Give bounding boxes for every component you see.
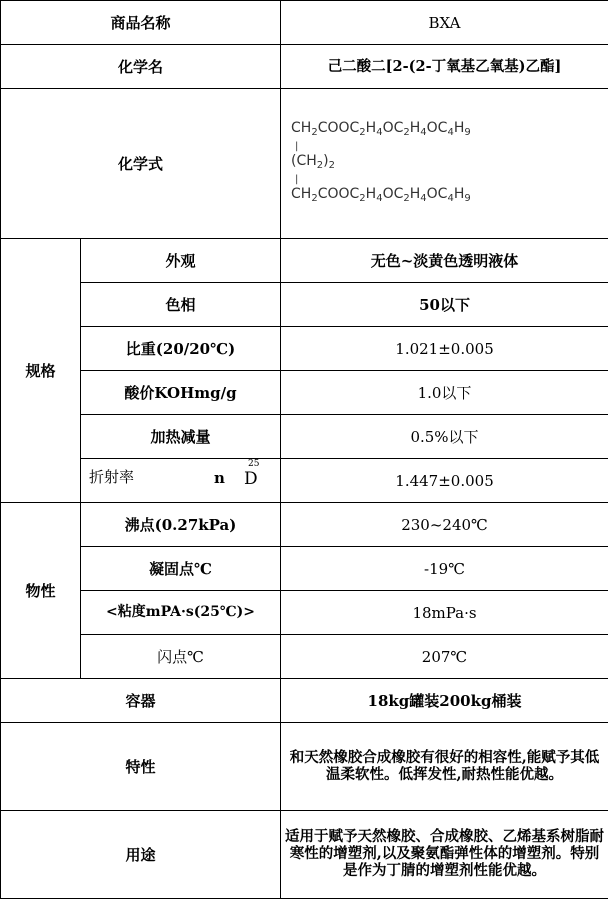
appearance-label: 外观: [81, 239, 281, 283]
row-gravity: [1, 327, 608, 371]
row-container: [1, 679, 608, 723]
freezing-value: -19℃: [281, 547, 608, 591]
formula-label: 化学式: [1, 89, 281, 239]
usage-value: 适用于赋予天然橡胶、合成橡胶、乙烯基系树脂耐寒性的增塑剂,以及聚氨酯弹性体的增塑剂。特别是作为丁腈的增塑剂性能优越。: [281, 811, 608, 899]
chem-name-value: 己二酸二[2-(2-丁氧基乙氧基)乙酯]: [281, 45, 608, 89]
acid-value: 1.0以下: [281, 371, 608, 415]
row-acid: [1, 371, 608, 415]
viscosity-label: <粘度mPA·s(25℃)>: [81, 591, 281, 635]
structural-formula: $CH_2COOC_2H_4OC_2H_4OC_4H_9$ | $(CH_2)_2$ | $CH_2COOC_2H_4OC_2H_4OC_4H_9$: [281, 89, 608, 239]
row-boiling: [1, 503, 608, 547]
flash-value: 207℃: [281, 635, 608, 679]
usage-label: 用途: [1, 811, 281, 899]
chem-name-label: 化学名: [1, 45, 281, 89]
refraction-temp-sup: 25: [248, 459, 259, 470]
product-name-label: 商品名称: [1, 1, 281, 45]
row-usage: [1, 811, 608, 899]
product-name-value: BXA: [281, 1, 608, 45]
heat-loss-value: 0.5%以下: [281, 415, 608, 459]
appearance-value: 无色~淡黄色透明液体: [281, 239, 608, 283]
container-value: 18kg罐装200kg桶装: [281, 679, 608, 723]
features-value: 和天然橡胶合成橡胶有很好的相容性,能赋予其低温柔软性。低挥发性,耐热性能优越。: [281, 723, 608, 811]
row-formula: [1, 89, 608, 239]
row-product-name: [1, 1, 608, 45]
refraction-d: D: [244, 469, 258, 489]
gravity-value: 1.021±0.005: [281, 327, 608, 371]
acid-label: 酸价KOHmg/g: [81, 371, 281, 415]
row-viscosity: [1, 591, 608, 635]
color-label: 色相: [81, 283, 281, 327]
color-value: 50以下: [281, 283, 608, 327]
row-freezing: [1, 547, 608, 591]
refraction-label-cell: [81, 459, 281, 503]
viscosity-value: 18mPa·s: [281, 591, 608, 635]
spec-group-label: 规格: [1, 239, 81, 503]
boiling-value: 230~240℃: [281, 503, 608, 547]
boiling-label: 沸点(0.27kPa): [81, 503, 281, 547]
row-appearance: [1, 239, 608, 283]
flash-label: 闪点℃: [81, 635, 281, 679]
refraction-label: 折射率: [89, 468, 134, 486]
phys-group-label: 物性: [1, 503, 81, 679]
features-label: 特性: [1, 723, 281, 811]
refraction-n: n: [214, 469, 225, 487]
refraction-value: 1.447±0.005: [281, 459, 608, 503]
row-color: [1, 283, 608, 327]
freezing-label: 凝固点℃: [81, 547, 281, 591]
row-features: [1, 723, 608, 811]
gravity-label: 比重(20/20℃): [81, 327, 281, 371]
row-heat-loss: [1, 415, 608, 459]
heat-loss-label: 加热减量: [81, 415, 281, 459]
container-label: 容器: [1, 679, 281, 723]
row-flash: [1, 635, 608, 679]
row-chem-name: [1, 45, 608, 89]
row-refraction: [1, 459, 608, 503]
